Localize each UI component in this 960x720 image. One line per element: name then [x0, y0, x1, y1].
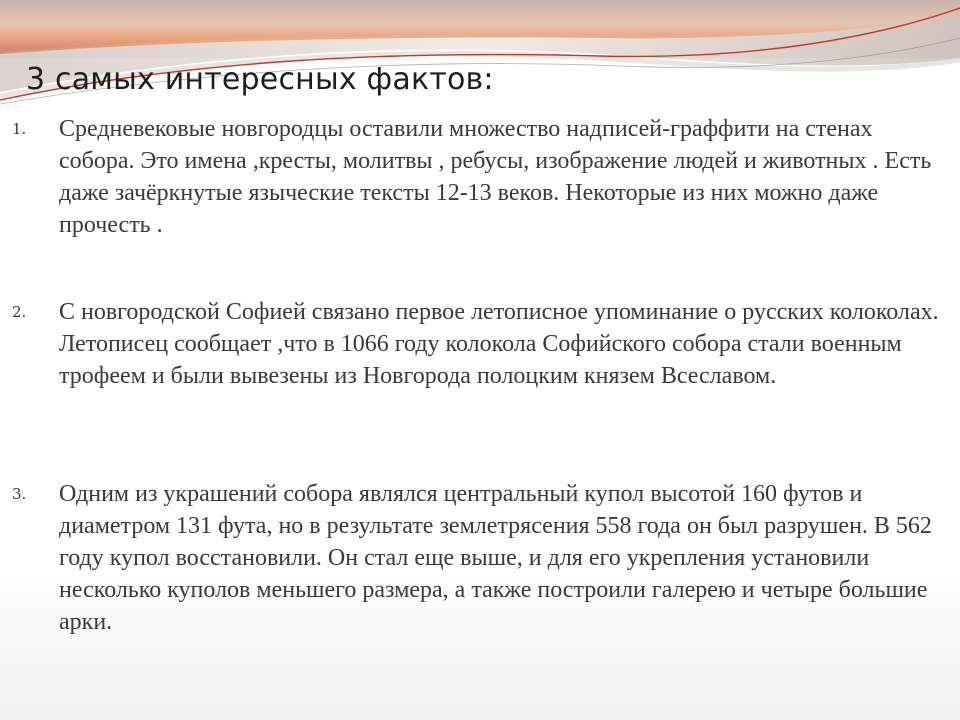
fact-text: Одним из украшений собора являлся центральный купол высотой 160 футов и диаметром 131 фута, но в результате землетрясения 558 года он был разрушен. В 562 году купол восстановили. Он стал еще выше, и для его укрепления установили несколько куполов меньшего размера, а также построили галерею и четыре большие арки.: [59, 481, 932, 635]
fact-text: С новгородской Софией связано первое летописное упоминание о русских колоколах. Летописец сообщает ,что в 1066 году колокола Софийского собора стали военным трофеем и были вывезены из Новгорода полоцким князем Всеславом.: [59, 299, 939, 389]
slide-title: 3 самых интересных фактов:: [26, 62, 494, 97]
fact-number: 1.: [12, 120, 27, 138]
fact-number: 2.: [12, 303, 27, 321]
header-wave-decoration: [0, 0, 960, 120]
fact-number: 3.: [12, 485, 27, 503]
fact-text: Средневековые новгородцы оставили множество надписей-граффити на стенах собора. Это имена ,кресты, молитвы , ребусы, изображение людей и животных . Есть даже зачёркнутые языческие тексты 12-13 веков. Некоторые из них можно даже прочесть .: [59, 116, 932, 238]
